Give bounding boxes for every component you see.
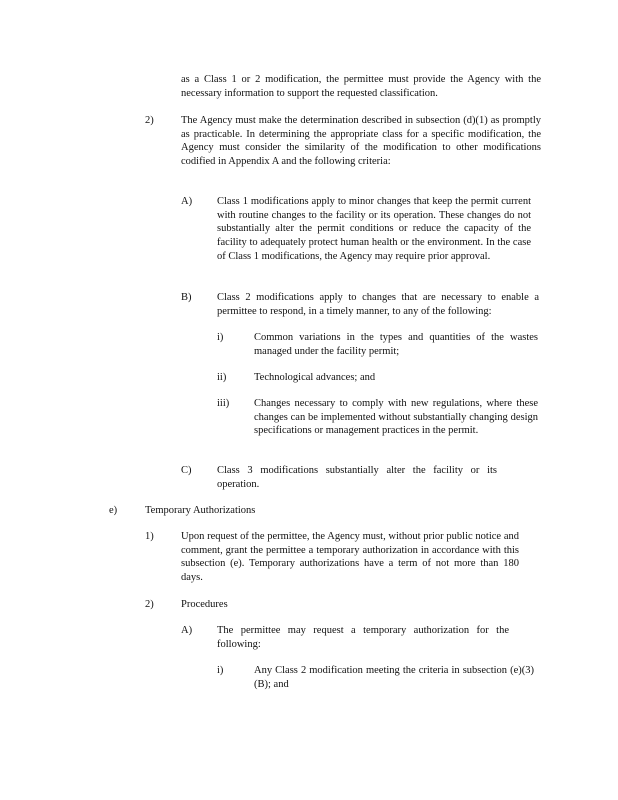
item-B-i-label: i) — [217, 332, 224, 343]
item-A-label: A) — [181, 196, 193, 207]
item-A-text: Class 1 modifications apply to minor changes that keep the permit current with routine changes to the facility or its operation. These changes do not substantially alter the permit conditions or reduce the capacity of the facility to adequately protect human health or the environment. In the case of Class 1 modifications, the Agency may require prior approval. — [217, 196, 531, 262]
item-e-1-label: 1) — [145, 531, 154, 542]
item-B-text: Class 2 modifications apply to changes that are necessary to enable a permittee to respond, in a timely manner, to any of the following: — [217, 292, 539, 317]
item-e-2-A-i-text: Any Class 2 modification meeting the criteria in subsection (e)(3)(B); and — [254, 665, 534, 690]
item-B-label: B) — [181, 292, 192, 303]
item-e-2-A-i-label: i) — [217, 665, 224, 676]
item-B-iii-label: iii) — [217, 398, 230, 409]
item-e-1-text: Upon request of the permittee, the Agency must, without prior public notice and comment, grant the permittee a temporary authorization in accordance with this subsection (e). Temporary authorizations have a term of not more than 180 days. — [181, 531, 519, 584]
item-2-text: The Agency must make the determination described in subsection (d)(1) as promptly as practicable. In determining the appropriate class for a specific modification, the Agency must consider the similarity of the modification to other modifications codified in Appendix A and the following criteria: — [181, 115, 541, 168]
item-B-ii-text: Technological advances; and — [254, 372, 376, 383]
item-C-text: Class 3 modifications substantially alter the facility or its operation. — [217, 465, 497, 490]
item-C-label: C) — [181, 465, 192, 476]
item-B-ii-label: ii) — [217, 372, 227, 383]
item-2-label: 2) — [145, 115, 154, 126]
item-e-2-text: Procedures — [181, 599, 228, 610]
item-B-iii-text: Changes necessary to comply with new regulations, where these changes can be implemented without substantially changing design specifications or management practices in the permit. — [254, 398, 538, 437]
item-e-2-A-text: The permittee may request a temporary authorization for the following: — [217, 625, 509, 650]
intro-paragraph: as a Class 1 or 2 modification, the permittee must provide the Agency with the necessary information to support the requested classification. — [181, 74, 541, 99]
section-e-heading: Temporary Authorizations — [145, 505, 256, 516]
item-B-i-text: Common variations in the types and quantities of the wastes managed under the facility permit; — [254, 332, 538, 357]
item-e-2-label: 2) — [145, 599, 154, 610]
item-e-2-A-label: A) — [181, 625, 193, 636]
section-e-label: e) — [109, 505, 118, 516]
